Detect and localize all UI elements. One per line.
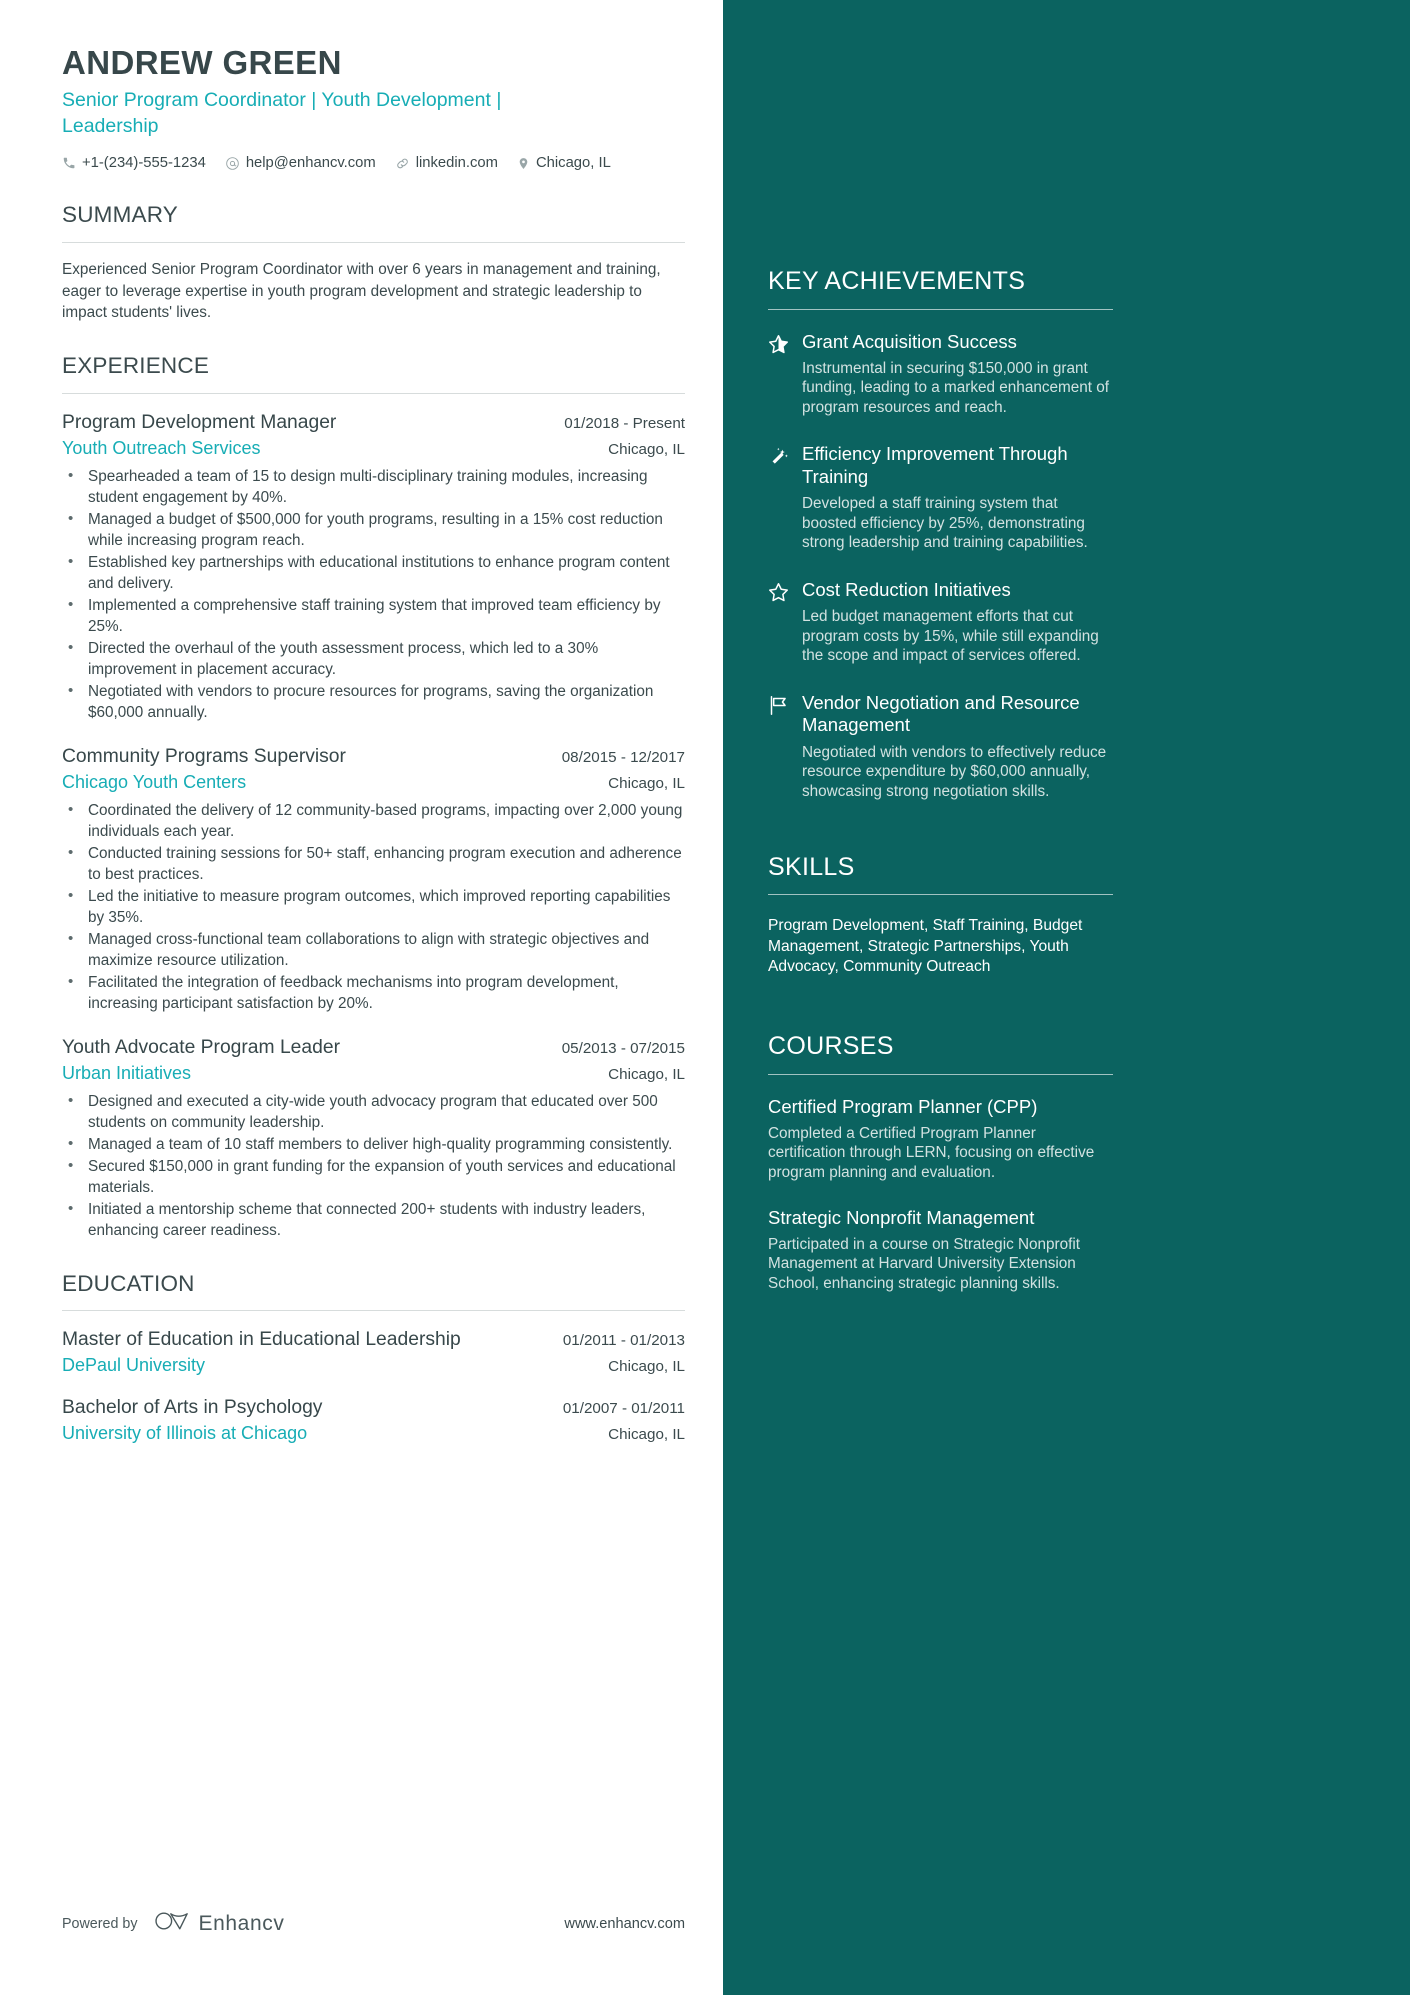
bullet-item: • Initiated a mentorship scheme that connected 200+ students with industry leaders, enhancing career readiness. <box>62 1200 685 1242</box>
education-title: EDUCATION <box>62 1270 195 1296</box>
job-location: Chicago, IL <box>608 1065 685 1083</box>
bullet-item: • Led the initiative to measure program outcomes, which improved reporting capabilities by 35%. <box>62 887 685 929</box>
achievement-description: Instrumental in securing $150,000 in grant funding, leading to a marked enhancement of program resources and reach. <box>802 360 1109 416</box>
education-degree: Master of Education in Educational Leadership <box>62 1329 461 1351</box>
section-divider <box>768 309 1113 310</box>
summary-section <box>62 203 685 323</box>
experience-entry <box>62 744 685 794</box>
contact-phone-text: +1-(234)-555-1234 <box>82 155 206 172</box>
courses-section <box>768 1033 1113 1294</box>
star-half-filled-icon <box>768 331 802 418</box>
bullet-item: • Managed a team of 10 staff members to deliver high-quality programming consistently. <box>62 1135 685 1156</box>
achievement-description: Developed a staff training system that boosted efficiency by 25%, demonstrating strong leadership and training capabilities. <box>802 495 1088 552</box>
education-location: Chicago, IL <box>608 1425 685 1443</box>
candidate-name: ANDREW GREEN <box>62 44 342 81</box>
education-date: 01/2007 - 01/2011 <box>562 1399 685 1417</box>
course-description: Participated in a course on Strategic Nonprofit Management at Harvard University Extension School, enhancing strategic planning skills. <box>768 1235 1081 1293</box>
flag-icon <box>768 692 802 801</box>
achievement-title: Efficiency Improvement Through Training <box>802 443 1068 487</box>
contact-location <box>517 155 611 171</box>
sidebar <box>723 0 1410 1995</box>
bullet-item: • Managed a budget of $500,000 for youth programs, resulting in a 15% cost reduction while increasing program reach. <box>62 510 685 552</box>
achievement-description: Led budget management efforts that cut program costs by 15%, while still expanding the scope and impact of services offered. <box>802 608 1099 665</box>
phone-icon <box>62 156 76 170</box>
achievement-item <box>768 579 1113 666</box>
link-icon <box>395 156 410 171</box>
bullet-item: • Coordinated the delivery of 12 community-based programs, impacting over 2,000 young individuals each year. <box>62 801 685 843</box>
bullet-item: • Managed cross-functional team collaborations to align with strategic objectives and maximize resource utilization. <box>62 930 685 972</box>
job-date: 05/2013 - 07/2015 <box>561 1039 685 1057</box>
experience-entry <box>62 1035 685 1085</box>
contact-email-text: help@enhancv.com <box>245 155 376 172</box>
contact-linkedin-text: linkedin.com <box>415 155 498 172</box>
achievement-description: Negotiated with vendors to effectively reduce resource expenditure by $60,000 annually, showcasing strong negotiation skills. <box>802 743 1107 800</box>
job-company: Youth Outreach Services <box>62 437 261 458</box>
powered-by-label: Powered by <box>62 1915 138 1932</box>
summary-title: SUMMARY <box>62 202 178 228</box>
achievement-item <box>768 443 1113 552</box>
footer <box>62 1910 685 1937</box>
bullet-item: • Facilitated the integration of feedback mechanisms into program development, increasing participant satisfaction by 20%. <box>62 973 685 1015</box>
bullet-item: • Directed the overhaul of the youth assessment process, which led to a 30% improvement in placement accuracy. <box>62 639 685 681</box>
courses-title: COURSES <box>768 1032 894 1061</box>
location-pin-icon <box>517 156 530 171</box>
job-company: Chicago Youth Centers <box>62 771 247 792</box>
powered-by-block <box>62 1910 284 1937</box>
email-icon <box>225 156 240 171</box>
course-item <box>768 1207 1113 1294</box>
enhancv-logo-icon <box>154 1910 190 1937</box>
education-entry <box>62 1395 685 1445</box>
bullet-item: • Established key partnerships with educational institutions to enhance program content and delivery. <box>62 553 685 595</box>
job-title: Youth Advocate Program Leader <box>62 1036 340 1058</box>
education-entry <box>62 1327 685 1377</box>
bullet-item: • Secured $150,000 in grant funding for the expansion of youth services and educational materials. <box>62 1157 685 1199</box>
achievement-item <box>768 692 1113 801</box>
education-degree: Bachelor of Arts in Psychology <box>62 1396 323 1418</box>
skills-list: Program Development, Staff Training, Budget Management, Strategic Partnerships, Youth Advocacy, Community Outreach <box>768 917 1083 975</box>
website-url[interactable]: www.enhancv.com <box>564 1915 685 1932</box>
education-school: University of Illinois at Chicago <box>62 1422 308 1443</box>
experience-title: EXPERIENCE <box>62 352 210 378</box>
job-bullets <box>62 801 685 1015</box>
job-date: 01/2018 - Present <box>564 414 685 432</box>
summary-text: Experienced Senior Program Coordinator with over 6 years in management and training, eager to leverage expertise in youth program development and strategic leadership to impact students' lives. <box>62 261 661 322</box>
contact-email[interactable] <box>225 155 376 171</box>
section-divider <box>62 1310 685 1311</box>
achievement-title: Cost Reduction Initiatives <box>802 578 1011 600</box>
section-divider <box>768 894 1113 895</box>
job-bullets <box>62 467 685 723</box>
contact-row <box>62 155 685 171</box>
course-title: Certified Program Planner (CPP) <box>768 1095 1038 1117</box>
contact-linkedin[interactable] <box>395 155 498 171</box>
key-achievements-section <box>768 268 1113 801</box>
achievement-title: Vendor Negotiation and Resource Management <box>802 691 1080 736</box>
bullet-item: • Implemented a comprehensive staff training system that improved team efficiency by 25%. <box>62 596 685 638</box>
enhancv-wordmark: Enhancv <box>198 1911 285 1935</box>
job-bullets <box>62 1092 685 1242</box>
section-divider <box>768 1074 1113 1075</box>
education-date: 01/2011 - 01/2013 <box>562 1332 685 1350</box>
magic-wand-icon <box>768 443 802 552</box>
contact-location-text: Chicago, IL <box>535 155 611 172</box>
job-company: Urban Initiatives <box>62 1062 192 1083</box>
education-section <box>62 1272 685 1446</box>
course-title: Strategic Nonprofit Management <box>768 1206 1035 1228</box>
job-location: Chicago, IL <box>608 440 685 458</box>
skills-section <box>768 854 1113 977</box>
contact-phone[interactable] <box>62 155 206 171</box>
achievement-item <box>768 331 1113 418</box>
job-location: Chicago, IL <box>608 774 685 792</box>
star-outline-icon <box>768 579 802 666</box>
job-date: 08/2015 - 12/2017 <box>561 748 685 766</box>
bullet-item: • Conducted training sessions for 50+ staff, enhancing program execution and adherence to best practices. <box>62 844 685 886</box>
experience-entry <box>62 410 685 460</box>
enhancv-brand <box>154 1910 285 1937</box>
education-school: DePaul University <box>62 1355 206 1376</box>
bullet-item: • Spearheaded a team of 15 to design multi-disciplinary training modules, increasing student engagement by 40%. <box>62 467 685 509</box>
job-title: Community Programs Supervisor <box>62 745 346 767</box>
section-divider <box>62 393 685 394</box>
job-title: Program Development Manager <box>62 411 337 433</box>
bullet-item: • Negotiated with vendors to procure resources for programs, saving the organization $60,000 annually. <box>62 682 685 724</box>
course-item <box>768 1096 1113 1183</box>
education-location: Chicago, IL <box>608 1358 685 1376</box>
key-achievements-title: KEY ACHIEVEMENTS <box>768 267 1026 295</box>
achievement-title: Grant Acquisition Success <box>802 330 1017 352</box>
skills-title: SKILLS <box>768 852 855 881</box>
section-divider <box>62 242 685 243</box>
experience-section <box>62 354 685 1242</box>
bullet-item: • Designed and executed a city-wide youth advocacy program that educated over 500 students on community leadership. <box>62 1092 685 1134</box>
candidate-headline: Senior Program Coordinator | Youth Development | Leadership <box>62 88 502 137</box>
course-description: Completed a Certified Program Planner certification through LERN, focusing on effective program planning and evaluation. <box>768 1124 1095 1182</box>
